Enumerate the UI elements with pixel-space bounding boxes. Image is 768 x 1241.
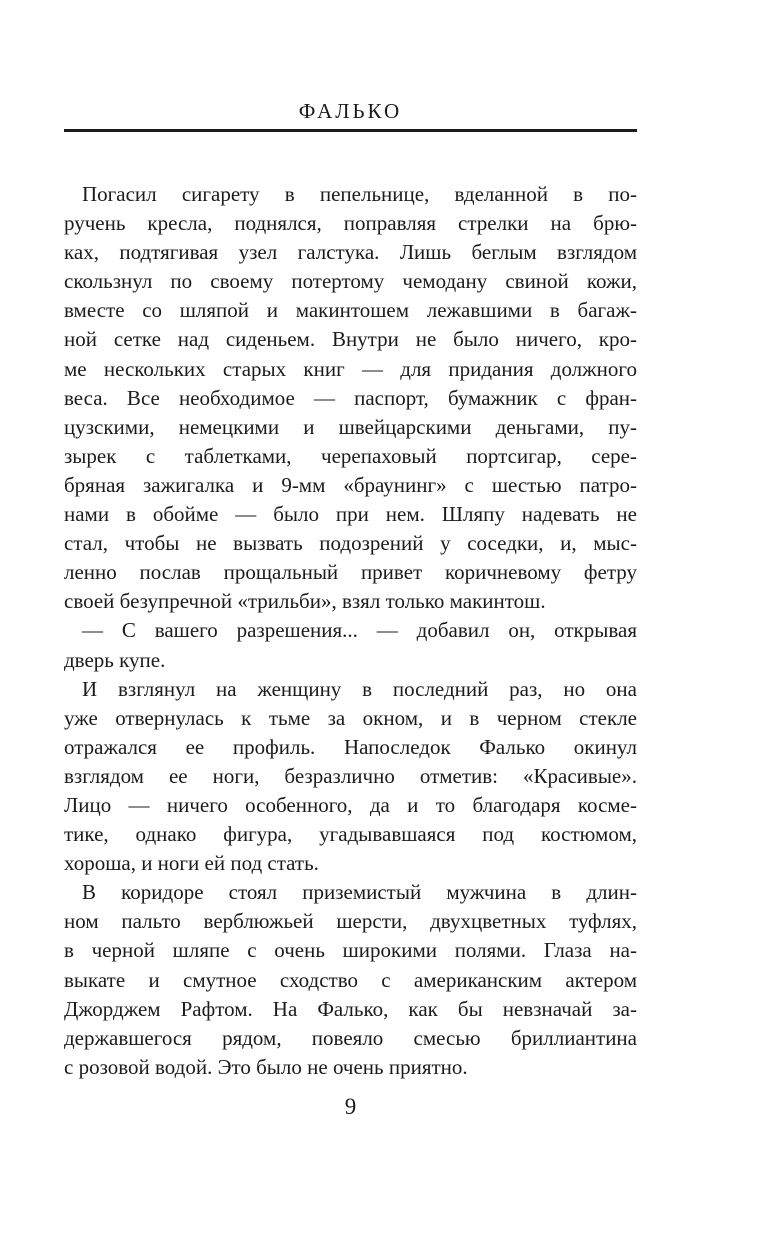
- text-line: отражался ее профиль. Напоследок Фалько окинул: [64, 734, 637, 759]
- running-header: [64, 0, 637, 132]
- text-line: нами в обойме — было при нем. Шляпу надевать не: [64, 502, 637, 527]
- text-line: хороша, и ноги ей под стать.: [64, 851, 319, 876]
- page-number: 9: [344, 1093, 357, 1119]
- text-line: бряная зажигалка и 9-мм «браунинг» с шестью патро-: [64, 472, 637, 497]
- text-line: ленно послав прощальный привет коричневому фетру: [64, 560, 637, 585]
- text-line: ном пальто верблюжьей шерсти, двухцветных туфлях,: [64, 909, 637, 934]
- text-line: вместе со шляпой и макинтошем лежавшими в багаж-: [64, 298, 637, 323]
- text-line: скользнул по своему потертому чемодану свиной кожи,: [64, 269, 637, 294]
- text-line: с розовой водой. Это было не очень приятно.: [64, 1054, 468, 1079]
- paragraph: [64, 675, 637, 879]
- text-line: — С вашего разрешения... — добавил он, открывая: [82, 618, 637, 643]
- text-line: В коридоре стоял приземистый мужчина в длин-: [82, 880, 637, 905]
- text-line: стал, чтобы не вызвать подозрений у соседки, и, мыс-: [64, 531, 637, 556]
- text-block: [64, 180, 637, 1082]
- text-line: ручень кресла, поднялся, поправляя стрелки на брю-: [64, 211, 637, 236]
- text-line: выкате и смутное сходство с американским актером: [64, 967, 637, 992]
- running-header-title: ФАЛЬКО: [298, 99, 403, 123]
- text-line: веса. Все необходимое — паспорт, бумажник с фран-: [64, 385, 637, 410]
- text-line: И взглянул на женщину в последний раз, но она: [82, 676, 637, 701]
- text-line: уже отвернулась к тьме за окном, и в черном стекле: [64, 705, 637, 730]
- text-line: Джорджем Рафтом. На Фалько, как бы невзначай за-: [64, 996, 637, 1021]
- text-line: цузскими, немецкими и швейцарскими деньгами, пу-: [64, 414, 637, 439]
- text-line: ной сетке над сиденьем. Внутри не было ничего, кро-: [64, 327, 637, 352]
- text-line: Лицо — ничего особенного, да и то благодаря косме-: [64, 792, 637, 817]
- text-line: ках, подтягивая узел галстука. Лишь беглым взглядом: [64, 240, 637, 265]
- header-rule: [64, 129, 637, 132]
- text-line: тике, однако фигура, угадывавшаяся под костюмом,: [64, 822, 637, 847]
- text-line: в черной шляпе с очень широкими полями. Глаза на-: [64, 938, 637, 963]
- text-line: ме нескольких старых книг — для придания должного: [64, 356, 637, 381]
- paragraph: [64, 616, 637, 674]
- text-line: зырек с таблетками, черепаховый портсигар, сере-: [64, 443, 637, 468]
- paragraph: [64, 180, 637, 616]
- text-line: Погасил сигарету в пепельнице, вделанной в по-: [82, 182, 637, 206]
- text-line: своей безупречной «трильби», взял только макинтош.: [64, 589, 546, 614]
- text-line: державшегося рядом, повеяло смесью бриллиантина: [64, 1025, 637, 1050]
- text-line: взглядом ее ноги, безразлично отметив: «Красивые».: [64, 763, 637, 788]
- text-line: дверь купе.: [64, 647, 166, 672]
- paragraph: [64, 878, 637, 1082]
